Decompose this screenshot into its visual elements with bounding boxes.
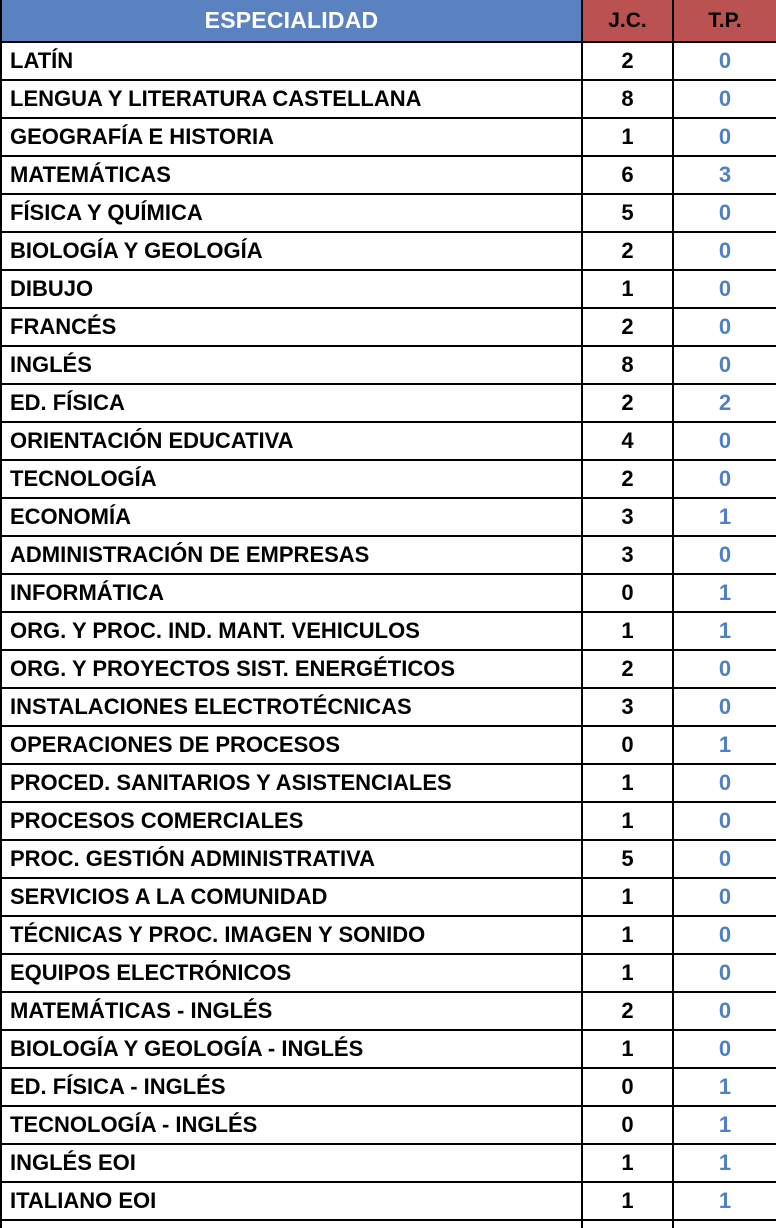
cell-tp[interactable]: 2 (673, 384, 776, 422)
cell-jc[interactable]: 1 (582, 118, 673, 156)
table-row (1, 574, 776, 612)
table-row (1, 118, 776, 156)
table-row (1, 954, 776, 992)
cell-jc[interactable]: 5 (582, 194, 673, 232)
cell-especialidad[interactable]: EQUIPOS ELECTRÓNICOS (1, 954, 582, 992)
table-row (1, 726, 776, 764)
cell-especialidad[interactable]: BIOLOGÍA Y GEOLOGÍA (1, 232, 582, 270)
table-row (1, 878, 776, 916)
cell-jc[interactable]: 6 (582, 156, 673, 194)
cell-jc[interactable]: 1 (582, 612, 673, 650)
table-row (1, 764, 776, 802)
cell-especialidad[interactable]: ECONOMÍA (1, 498, 582, 536)
cell-especialidad[interactable]: ORG. Y PROYECTOS SIST. ENERGÉTICOS (1, 650, 582, 688)
cell-especialidad[interactable]: PROCESOS COMERCIALES (1, 802, 582, 840)
cell-especialidad[interactable]: INGLÉS (1, 346, 582, 384)
cell-jc[interactable]: 2 (582, 384, 673, 422)
cell-jc[interactable]: 3 (582, 688, 673, 726)
table-row (1, 194, 776, 232)
table-row (1, 346, 776, 384)
cell-jc[interactable]: 2 (582, 308, 673, 346)
cell-jc[interactable]: 1 (582, 1144, 673, 1182)
cell-especialidad[interactable]: FRANCÉS (1, 308, 582, 346)
cell-tp[interactable]: 1 (673, 1106, 776, 1144)
table-row (1, 42, 776, 80)
table-row (1, 1182, 776, 1220)
table-row (1, 422, 776, 460)
cell-especialidad[interactable]: TÉCNICAS Y PROC. IMAGEN Y SONIDO (1, 916, 582, 954)
cell-especialidad[interactable]: TECNOLOGÍA - INGLÉS (1, 1106, 582, 1144)
cell-jc[interactable]: 5 (582, 840, 673, 878)
table-row (1, 1030, 776, 1068)
table-row (1, 612, 776, 650)
cell-especialidad[interactable]: LENGUA Y LITERATURA CASTELLANA (1, 80, 582, 118)
cell-tp[interactable]: 0 (673, 422, 776, 460)
cell-jc[interactable]: 1 (582, 1030, 673, 1068)
table-row (1, 270, 776, 308)
cell-especialidad[interactable]: INGLÉS EOI (1, 1144, 582, 1182)
cell-tp[interactable]: 1 (673, 612, 776, 650)
cell-especialidad[interactable]: PROC. GESTIÓN ADMINISTRATIVA (1, 840, 582, 878)
cell-tp[interactable]: 0 (673, 992, 776, 1030)
cell-especialidad[interactable]: ORIENTACIÓN EDUCATIVA (1, 422, 582, 460)
cell-especialidad[interactable]: ADMINISTRACIÓN DE EMPRESAS (1, 536, 582, 574)
cell-tp[interactable]: 0 (673, 118, 776, 156)
cell-especialidad[interactable]: ORG. Y PROC. IND. MANT. VEHICULOS (1, 612, 582, 650)
header-jc[interactable]: J.C. (582, 0, 673, 42)
cell-jc[interactable]: 0 (582, 1106, 673, 1144)
cell-jc[interactable]: 2 (582, 42, 673, 80)
cell-tp[interactable]: 0 (673, 270, 776, 308)
cell-tp[interactable]: 0 (673, 308, 776, 346)
cell-especialidad[interactable]: DIBUJO (1, 270, 582, 308)
cell-jc[interactable]: 1 (582, 270, 673, 308)
cell-tp[interactable]: 0 (673, 650, 776, 688)
table-row (1, 1144, 776, 1182)
table-row (1, 840, 776, 878)
cell-jc[interactable]: 1 (582, 916, 673, 954)
table-header (1, 0, 776, 42)
cell-tp[interactable]: 0 (673, 878, 776, 916)
header-row (1, 0, 776, 42)
cell-tp[interactable]: 0 (673, 916, 776, 954)
cell-especialidad[interactable]: ED. FÍSICA - INGLÉS (1, 1068, 582, 1106)
table-row (1, 80, 776, 118)
cell-tp[interactable]: 0 (673, 1030, 776, 1068)
cell-tp[interactable]: 0 (673, 536, 776, 574)
cell-empty[interactable] (1, 1220, 582, 1228)
table-row (1, 650, 776, 688)
cell-especialidad[interactable]: FÍSICA Y QUÍMICA (1, 194, 582, 232)
table-row (1, 384, 776, 422)
cell-jc[interactable]: 2 (582, 232, 673, 270)
cell-empty[interactable] (582, 1220, 673, 1228)
cell-tp[interactable]: 0 (673, 688, 776, 726)
table-body (1, 42, 776, 1228)
cell-especialidad[interactable]: BIOLOGÍA Y GEOLOGÍA - INGLÉS (1, 1030, 582, 1068)
cell-tp[interactable]: 0 (673, 840, 776, 878)
cell-jc[interactable]: 3 (582, 536, 673, 574)
table-row (1, 1106, 776, 1144)
cell-tp[interactable]: 1 (673, 1182, 776, 1220)
cell-tp[interactable]: 0 (673, 194, 776, 232)
cell-jc[interactable]: 4 (582, 422, 673, 460)
cell-especialidad[interactable]: MATEMÁTICAS (1, 156, 582, 194)
cell-jc[interactable]: 2 (582, 460, 673, 498)
cell-tp[interactable]: 0 (673, 80, 776, 118)
cell-jc[interactable]: 1 (582, 954, 673, 992)
cell-tp[interactable]: 0 (673, 42, 776, 80)
cell-empty[interactable] (673, 1220, 776, 1228)
table-row (1, 156, 776, 194)
cell-tp[interactable]: 1 (673, 1068, 776, 1106)
table-row (1, 916, 776, 954)
cell-tp[interactable]: 1 (673, 1144, 776, 1182)
table-row (1, 536, 776, 574)
cell-tp[interactable]: 3 (673, 156, 776, 194)
cell-tp[interactable]: 0 (673, 460, 776, 498)
cell-tp[interactable]: 0 (673, 764, 776, 802)
header-especialidad[interactable]: ESPECIALIDAD (1, 0, 582, 42)
cell-especialidad[interactable]: INFORMÁTICA (1, 574, 582, 612)
cell-especialidad[interactable]: PROCED. SANITARIOS Y ASISTENCIALES (1, 764, 582, 802)
table-row (1, 232, 776, 270)
cell-jc[interactable]: 8 (582, 346, 673, 384)
cell-tp[interactable]: 0 (673, 954, 776, 992)
table-row (1, 460, 776, 498)
cell-especialidad[interactable]: INSTALACIONES ELECTROTÉCNICAS (1, 688, 582, 726)
cell-tp[interactable]: 0 (673, 802, 776, 840)
cell-jc[interactable]: 1 (582, 878, 673, 916)
cell-tp[interactable]: 1 (673, 726, 776, 764)
cell-jc[interactable]: 1 (582, 802, 673, 840)
cell-tp[interactable]: 0 (673, 346, 776, 384)
cell-especialidad[interactable]: TECNOLOGÍA (1, 460, 582, 498)
cell-tp[interactable]: 0 (673, 232, 776, 270)
cell-jc[interactable]: 0 (582, 1068, 673, 1106)
cell-especialidad[interactable]: OPERACIONES DE PROCESOS (1, 726, 582, 764)
table-row (1, 802, 776, 840)
table-row (1, 308, 776, 346)
cell-jc[interactable]: 3 (582, 498, 673, 536)
cell-jc[interactable]: 2 (582, 650, 673, 688)
cell-especialidad[interactable]: ITALIANO EOI (1, 1182, 582, 1220)
table-row (1, 1068, 776, 1106)
cell-especialidad[interactable]: LATÍN (1, 42, 582, 80)
cell-especialidad[interactable]: GEOGRAFÍA E HISTORIA (1, 118, 582, 156)
cell-tp[interactable]: 1 (673, 574, 776, 612)
table-row (1, 992, 776, 1030)
cell-jc[interactable]: 1 (582, 764, 673, 802)
cell-jc[interactable]: 2 (582, 992, 673, 1030)
table-row (1, 498, 776, 536)
cell-jc[interactable]: 0 (582, 574, 673, 612)
header-tp[interactable]: T.P. (673, 0, 776, 42)
cell-tp[interactable]: 1 (673, 498, 776, 536)
cell-especialidad[interactable]: MATEMÁTICAS - INGLÉS (1, 992, 582, 1030)
table-row-empty (1, 1220, 776, 1228)
cell-jc[interactable]: 0 (582, 726, 673, 764)
cell-especialidad[interactable]: ED. FÍSICA (1, 384, 582, 422)
cell-jc[interactable]: 8 (582, 80, 673, 118)
cell-jc[interactable]: 1 (582, 1182, 673, 1220)
cell-especialidad[interactable]: SERVICIOS A LA COMUNIDAD (1, 878, 582, 916)
table-row (1, 688, 776, 726)
